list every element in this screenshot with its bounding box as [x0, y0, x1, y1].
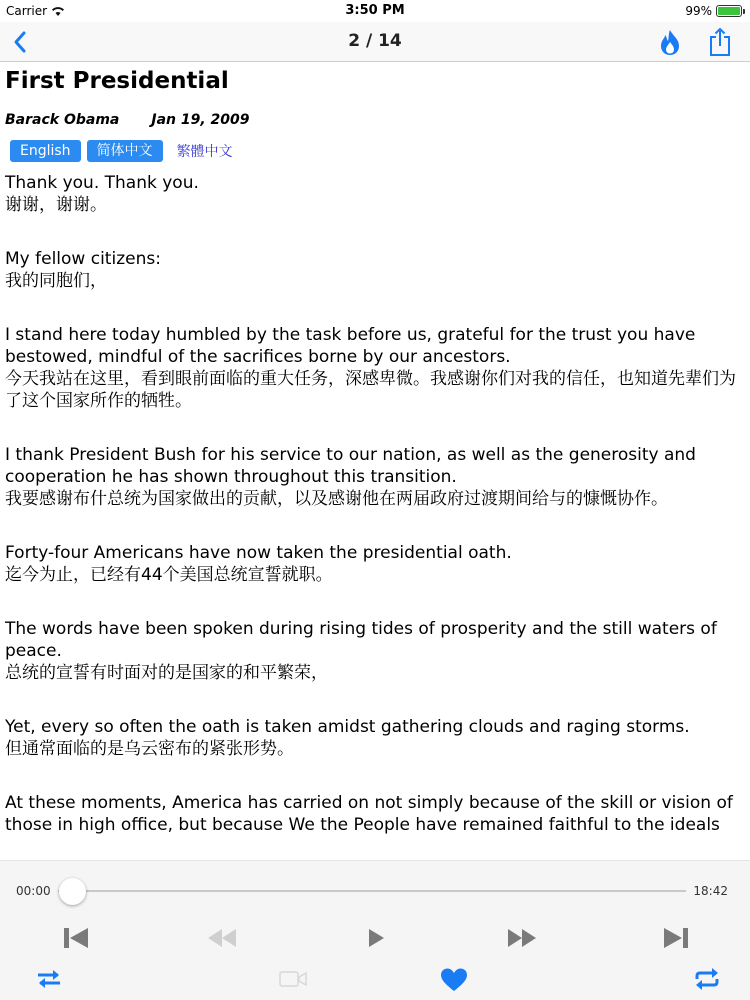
battery-icon [716, 5, 742, 17]
paragraph [5, 324, 745, 412]
paragraph [5, 444, 745, 510]
heart-icon [440, 967, 468, 993]
article-date: Jan 19, 2009 [151, 112, 250, 128]
audio-player [0, 860, 750, 1000]
fast-forward-icon [506, 927, 538, 949]
chevron-left-icon [8, 28, 34, 56]
paragraph-chinese: 我的同胞们， [5, 271, 107, 291]
paragraph-chinese: 今天我站在这里，看到眼前面临的重大任务，深感卑微。我感谢你们对我的信任，也知道先辈们为了这个国家所作的牺牲。 [5, 369, 736, 411]
paragraph-chinese: 谢谢，谢谢。 [5, 195, 107, 215]
skip-back-icon [62, 926, 90, 950]
page-indicator: 2 / 14 [348, 31, 402, 51]
paragraph-chinese: 但通常面临的是乌云密布的紧张形势。 [5, 739, 294, 759]
repeat-button[interactable] [690, 965, 724, 993]
paragraph [5, 716, 745, 760]
total-time: 18:42 [693, 884, 728, 898]
paragraph-english: My fellow citizens: [5, 249, 161, 269]
paragraph-english: Yet, every so often the oath is taken amidst gathering clouds and raging storms. [5, 717, 690, 737]
video-icon [278, 968, 308, 990]
paragraph-chinese: 总统的宣誓有时面对的是国家的和平繁荣， [5, 663, 328, 683]
author-name: Barack Obama [5, 112, 120, 128]
status-right [685, 4, 742, 18]
language-traditional-link[interactable]: 繁體中文 [176, 144, 233, 160]
share-icon [707, 26, 733, 58]
swap-icon [34, 967, 64, 991]
paragraph-english: Thank you. Thank you. [5, 173, 199, 193]
article-content[interactable] [0, 62, 750, 860]
progress-thumb[interactable] [59, 878, 86, 905]
paragraph [5, 172, 745, 216]
status-time: 3:50 PM [345, 3, 405, 18]
repeat-icon [693, 967, 721, 991]
back-button[interactable] [8, 28, 34, 56]
rewind-button[interactable] [204, 923, 240, 953]
fire-button[interactable] [656, 28, 684, 56]
favorite-button[interactable] [438, 965, 470, 995]
carrier-label: Carrier [6, 4, 48, 18]
battery-percent: 99% [685, 4, 712, 18]
swap-language-button[interactable] [32, 965, 66, 993]
paragraph-english: Forty-four Americans have now taken the presidential oath. [5, 543, 512, 563]
paragraph [5, 618, 745, 684]
battery-fill [718, 7, 740, 15]
paragraph [5, 248, 745, 292]
paragraph-english: At these moments, America has carried on not simply because of the skill or vision of those in high office, but because We the People have remained faithful to the ideals [5, 793, 733, 835]
status-bar [0, 0, 750, 22]
next-track-button[interactable] [660, 923, 692, 953]
article-title: First Presidential [5, 68, 229, 94]
skip-forward-icon [662, 926, 690, 950]
language-selector [10, 140, 745, 162]
fast-forward-button[interactable] [504, 923, 540, 953]
progress-track[interactable] [58, 890, 686, 892]
share-button[interactable] [707, 26, 733, 58]
paragraph-english: I stand here today humbled by the task before us, grateful for the trust you have bestowed, mindful of the sacrifices borne by our ancestors. [5, 325, 696, 367]
paragraph [5, 542, 745, 586]
play-button[interactable] [362, 923, 390, 953]
paragraph-chinese: 我要感谢布什总统为国家做出的贡献，以及感谢他在两届政府过渡期间给与的慷慨协作。 [5, 489, 668, 509]
paragraph-english: The words have been spoken during rising tides of prosperity and the still waters of peace. [5, 619, 717, 661]
paragraph-english: I thank President Bush for his service to our nation, as well as the generosity and cooperation he has shown throughout this transition. [5, 445, 696, 487]
play-icon [365, 926, 387, 950]
fire-icon [656, 28, 684, 56]
current-time: 00:00 [16, 884, 51, 898]
nav-bar [0, 22, 750, 62]
previous-track-button[interactable] [60, 923, 92, 953]
article-meta [5, 112, 745, 128]
video-button[interactable] [276, 965, 310, 993]
rewind-icon [206, 927, 238, 949]
paragraph [5, 792, 745, 836]
language-english-button[interactable]: English [10, 140, 81, 162]
paragraph-chinese: 迄今为止，已经有44个美国总统宣誓就职。 [5, 565, 333, 585]
language-simplified-button[interactable]: 简体中文 [87, 140, 163, 162]
